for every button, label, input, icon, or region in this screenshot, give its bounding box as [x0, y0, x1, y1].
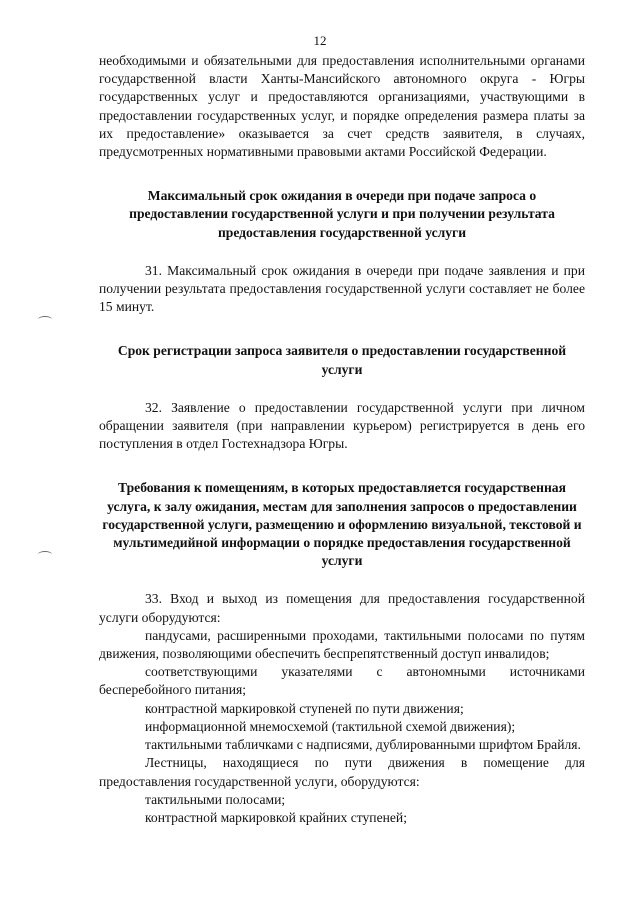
list-item-contrast-marking: контрастной маркировкой ступеней по пути движения;: [145, 700, 464, 716]
list-item-mnemonic-scheme: информационной мнемосхемой (тактильной схемой движения);: [145, 718, 516, 734]
binding-mark: [38, 551, 52, 558]
list-item-signs: соответствующими указателями с автономными источниками бесперебойного питания;: [99, 664, 585, 698]
paragraph-31: 31. Максимальный срок ожидания в очереди при подаче заявления и при получении результата предоставления государственной услуги составляет не более 15 минут.: [99, 262, 585, 315]
paragraph-33: 33. Вход и выход из помещения для предоставления государственной услуги оборудуются:: [99, 591, 585, 625]
page-number: 12: [313, 33, 327, 48]
binding-mark: [38, 316, 52, 323]
list-item-ramps: пандусами, расширенными проходами, тактильными полосами по путям движения, позволяющими обеспечить беспрепятственный доступ инвалидов;: [99, 627, 585, 662]
intro-paragraph: необходимыми и обязательными для предоставления исполнительными органами государственной власти Ханты-Мансийского автономного округа - Югры государственных услуг и предоставляются организациями, участвующими в предоставлении государственных услуг, и порядке определения размера платы за их предоставление» оказывается за счет средств заявителя, в случаях, предусмотренных нормативными правовыми актами Российской Федерации.: [99, 53, 585, 160]
heading-waiting-time: Максимальный срок ожидания в очереди при подаче запроса о предоставлении государственной услуги и при получении результата предоставления государственной услуги: [129, 188, 555, 240]
list-item-tactile-plates: тактильными табличками с надписями, дублированными шрифтом Брайля.: [145, 737, 581, 753]
document-body: [99, 52, 585, 827]
stairs-item-contrast: контрастной маркировкой крайних ступеней;: [145, 809, 407, 825]
heading-registration: Срок регистрации запроса заявителя о предоставлении государственной услуги: [117, 343, 567, 377]
paragraph-32: 32. Заявление о предоставлении государственной услуги при личном обращении заявителя (при направлении курьером) регистрируется в день его поступления в отдел Гостехнадзора Югры.: [99, 399, 585, 452]
stairs-paragraph: Лестницы, находящиеся по пути движения в помещение для предоставления государственной услуги, оборудуются:: [99, 755, 585, 789]
stairs-item-tactile: тактильными полосами;: [145, 791, 286, 807]
heading-premises-requirements: Требования к помещениям, в которых предоставляется государственная услуга, к залу ожидания, местам для заполнения запросов о предоставлении государственной услуги, размещению и оформлению визуальной, текстовой и мультимедийной информации о порядке предоставления государственной услуги: [102, 480, 582, 569]
